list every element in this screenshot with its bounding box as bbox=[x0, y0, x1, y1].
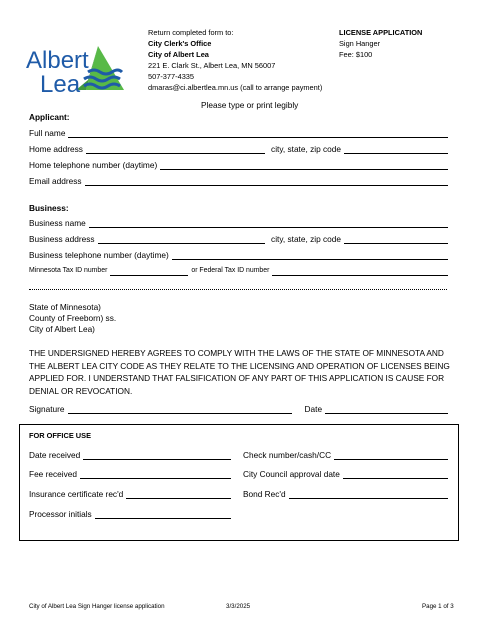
return-city: City of Albert Lea bbox=[148, 50, 209, 59]
email-label: Email address bbox=[29, 176, 82, 186]
check-number-row bbox=[243, 450, 448, 460]
home-city-state-zip-label: city, state, zip code bbox=[271, 144, 341, 154]
processor-label: Processor initials bbox=[29, 509, 92, 519]
application-type: Sign Hanger bbox=[339, 39, 381, 48]
council-approval-row bbox=[243, 469, 448, 479]
check-number-field[interactable] bbox=[334, 451, 448, 460]
mn-tax-id-field[interactable] bbox=[110, 267, 188, 276]
insurance-label: Insurance certificate rec'd bbox=[29, 489, 124, 499]
fee-received-row bbox=[29, 469, 231, 479]
home-phone-row bbox=[29, 160, 448, 170]
logo-word-lea: Lea bbox=[40, 71, 81, 98]
full-name-field[interactable] bbox=[68, 129, 448, 138]
venue-county: County of Freeborn) ss. bbox=[29, 313, 117, 323]
dotted-divider bbox=[29, 289, 447, 290]
application-title: LICENSE APPLICATION bbox=[339, 28, 423, 37]
date-received-row bbox=[29, 450, 231, 460]
signature-field[interactable] bbox=[68, 405, 292, 414]
business-name-row bbox=[29, 218, 448, 228]
business-city-state-zip-field[interactable] bbox=[344, 235, 448, 244]
business-name-field[interactable] bbox=[89, 219, 448, 228]
signature-label: Signature bbox=[29, 404, 65, 414]
bond-field[interactable] bbox=[289, 490, 448, 499]
agreement-text: THE UNDERSIGNED HEREBY AGREES TO COMPLY WITH THE LAWS OF THE STATE OF MINNESOTA AND THE ALBERT LEA CITY CODE AS THEY RELATE TO THE LICENSING AND OPERATION OF LICENSES BEING APPLIED FOR. I UNDERSTAND THAT FALSIFICATION OF ANY PART OF THIS APPLICATION IS CAUSE FOR DENIAL OR REVOCATION. bbox=[29, 348, 450, 396]
office-use-heading: FOR OFFICE USE bbox=[29, 431, 92, 440]
home-city-state-zip-field[interactable] bbox=[344, 145, 448, 154]
tax-id-row bbox=[29, 266, 448, 276]
return-heading: Return completed form to: bbox=[148, 28, 234, 37]
date-field[interactable] bbox=[325, 405, 448, 414]
instruction-text: Please type or print legibly bbox=[201, 100, 299, 110]
logo-graphic bbox=[26, 42, 130, 98]
mn-tax-id-label: Minnesota Tax ID number bbox=[29, 267, 108, 274]
federal-tax-id-label: or Federal Tax ID number bbox=[191, 267, 270, 274]
business-address-label: Business address bbox=[29, 234, 95, 244]
home-address-row bbox=[29, 144, 448, 154]
city-logo bbox=[26, 42, 130, 98]
business-phone-row bbox=[29, 250, 448, 260]
full-name-row bbox=[29, 128, 448, 138]
business-phone-field[interactable] bbox=[172, 251, 448, 260]
applicant-heading: Applicant: bbox=[29, 112, 70, 122]
email-row bbox=[29, 176, 448, 186]
home-address-field[interactable] bbox=[86, 145, 265, 154]
business-address-field[interactable] bbox=[98, 235, 266, 244]
email-field[interactable] bbox=[85, 177, 448, 186]
business-phone-label: Business telephone number (daytime) bbox=[29, 250, 169, 260]
council-approval-field[interactable] bbox=[343, 470, 448, 479]
business-name-label: Business name bbox=[29, 218, 86, 228]
venue-city: City of Albert Lea) bbox=[29, 324, 95, 334]
business-city-state-zip-label: city, state, zip code bbox=[271, 234, 341, 244]
return-office: City Clerk's Office bbox=[148, 39, 212, 48]
office-use-box bbox=[19, 424, 459, 541]
federal-tax-id-field[interactable] bbox=[272, 267, 448, 276]
home-address-label: Home address bbox=[29, 144, 83, 154]
business-heading: Business: bbox=[29, 203, 69, 213]
date-label: Date bbox=[304, 404, 323, 414]
processor-field[interactable] bbox=[95, 510, 231, 519]
logo-word-albert: Albert bbox=[26, 47, 89, 74]
return-phone: 507-377-4335 bbox=[148, 72, 195, 81]
processor-row bbox=[29, 509, 231, 519]
business-address-row bbox=[29, 234, 448, 244]
footer-page: Page 1 of 3 bbox=[422, 603, 454, 610]
date-received-label: Date received bbox=[29, 450, 81, 460]
insurance-row bbox=[29, 489, 231, 499]
home-phone-label: Home telephone number (daytime) bbox=[29, 160, 158, 170]
fee-received-label: Fee received bbox=[29, 469, 77, 479]
fee-received-field[interactable] bbox=[80, 470, 231, 479]
signature-row bbox=[29, 404, 448, 414]
bond-row bbox=[243, 489, 448, 499]
date-received-field[interactable] bbox=[83, 451, 231, 460]
footer-doc-name: City of Albert Lea Sign Hanger license application bbox=[29, 603, 165, 610]
bond-label: Bond Rec'd bbox=[243, 489, 286, 499]
home-phone-field[interactable] bbox=[160, 161, 448, 170]
check-number-label: Check number/cash/CC bbox=[243, 450, 332, 460]
footer-date: 3/3/2025 bbox=[226, 603, 251, 610]
council-approval-label: City Council approval date bbox=[243, 469, 340, 479]
full-name-label: Full name bbox=[29, 128, 66, 138]
venue-state: State of Minnesota) bbox=[29, 302, 101, 312]
return-email: dmaras@ci.albertlea.mn.us (call to arrange payment) bbox=[148, 83, 323, 92]
application-fee: Fee: $100 bbox=[339, 50, 373, 59]
return-address: 221 E. Clark St., Albert Lea, MN 56007 bbox=[148, 61, 276, 70]
insurance-field[interactable] bbox=[126, 490, 231, 499]
